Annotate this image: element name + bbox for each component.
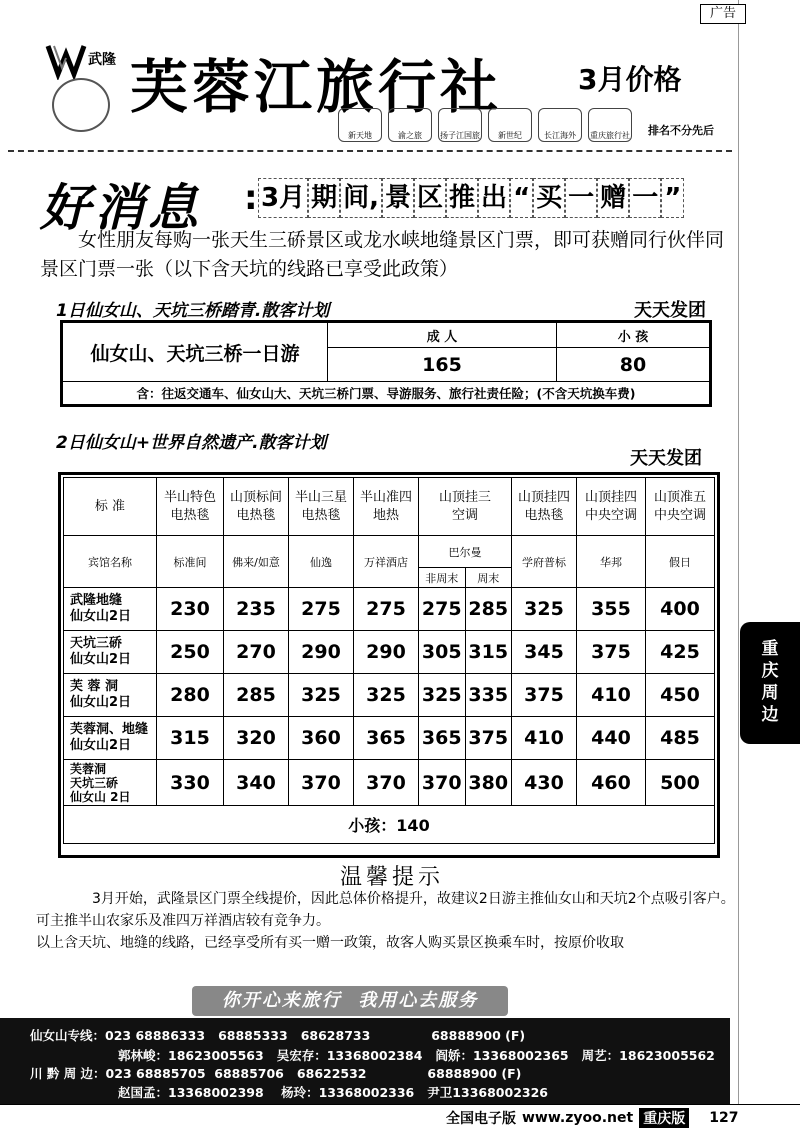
promo-char: 3月 [258, 178, 308, 218]
price-cell: 375 [465, 717, 512, 760]
price-cell: 370 [354, 760, 419, 806]
hotel-cell: 假日 [646, 536, 715, 588]
promo-char: 间, [340, 178, 382, 218]
price-cell: 285 [465, 588, 512, 631]
right-margin-line [738, 0, 739, 1104]
footer-label: 全国电子版 [446, 1111, 516, 1127]
route-name: 天坑三硚 仙女山2日 [64, 631, 157, 674]
world-heritage-seal-icon [52, 78, 110, 132]
promo-char: 一 [565, 178, 597, 218]
promo-char: 区 [414, 178, 446, 218]
std-col: 山顶挂四 电热毯 [512, 478, 577, 536]
std-col: 半山准四 地热 [354, 478, 419, 536]
agency-title: 芙蓉江旅行社 [130, 53, 503, 121]
section-tab-chongqing: 重 庆 周 边 [740, 622, 800, 744]
partner-logo: 重庆旅行社 [588, 108, 632, 142]
weekday-label: 非周末 [419, 568, 466, 588]
plan2-table [63, 477, 715, 844]
std-col: 山顶挂三 空调 [419, 478, 512, 536]
std-col: 山顶挂四 中央空调 [577, 478, 646, 536]
logo-text: 武隆 [88, 52, 116, 68]
promo-char: 一 [629, 178, 661, 218]
price-cell: 235 [224, 588, 289, 631]
std-label: 标 准 [64, 478, 157, 536]
route-name: 芙蓉洞 天坑三硚 仙女山 2日 [64, 760, 157, 806]
plan2-title: 2日仙女山+世界自然遗产.散客计划 [56, 433, 327, 453]
ad-tag: 广告 [700, 4, 746, 24]
plan1-table [60, 320, 712, 407]
promo-intro: 女性朋友每购一张天生三硚景区或龙水峡地缝景区门票，即可获赠同行伙伴同景区门票一张（以下含天坑的线路已享受此政策） [40, 229, 725, 280]
promo-char: 赠 [597, 178, 629, 218]
price-cell: 340 [224, 760, 289, 806]
price-cell: 425 [646, 631, 715, 674]
price-cell: 275 [289, 588, 354, 631]
table-row [64, 760, 715, 806]
contact-line: 仙女山专线：023 68886333 68885333 68628733 68888900 (F) [30, 1028, 526, 1043]
price-cell: 250 [157, 631, 224, 674]
price-cell: 320 [224, 717, 289, 760]
partner-logo: 新天地 [338, 108, 382, 142]
price-cell: 500 [646, 760, 715, 806]
hotel-cell: 华邦 [577, 536, 646, 588]
table-row [64, 631, 715, 674]
price-cell: 370 [419, 760, 466, 806]
good-news-headline: 好消息 [40, 179, 202, 237]
price-cell: 375 [512, 674, 577, 717]
price-cell: 380 [465, 760, 512, 806]
price-cell: 325 [512, 588, 577, 631]
route-name: 芙 蓉 洞 仙女山2日 [64, 674, 157, 717]
footer [446, 1108, 738, 1128]
partner-logos [338, 108, 632, 142]
plan1-group: 天天发团 [634, 300, 706, 321]
promo-banner [258, 178, 684, 218]
price-cell: 290 [354, 631, 419, 674]
price-cell: 325 [354, 674, 419, 717]
divider [8, 150, 732, 152]
page-number: 127 [709, 1110, 739, 1126]
price-cell: 345 [512, 631, 577, 674]
price-month: 3月价格 [578, 63, 682, 96]
price-cell: 230 [157, 588, 224, 631]
price-cell: 360 [289, 717, 354, 760]
std-col: 半山特色 电热毯 [157, 478, 224, 536]
price-cell: 365 [354, 717, 419, 760]
partner-logo: 新世纪 [488, 108, 532, 142]
price-cell: 460 [577, 760, 646, 806]
price-cell: 430 [512, 760, 577, 806]
weekend-label: 周末 [465, 568, 512, 588]
route-name: 武隆地缝 仙女山2日 [64, 588, 157, 631]
hotel-label: 宾馆名称 [64, 536, 157, 588]
promo-char: 期 [308, 178, 340, 218]
contact-line: 赵国孟：13368002398 杨玲：13368002336 尹卫13368002326 [118, 1085, 548, 1100]
table-row [64, 717, 715, 760]
price-cell: 335 [465, 674, 512, 717]
std-col: 半山三星 电热毯 [289, 478, 354, 536]
plan1-title: 1日仙女山、天坑三桥踏青.散客计划 [56, 301, 330, 321]
plan2-table-frame [58, 472, 720, 858]
promo-char: 景 [382, 178, 414, 218]
tips-title: 温馨提示 [340, 865, 445, 890]
price-cell: 370 [289, 760, 354, 806]
child-label: 小 孩 [557, 322, 711, 348]
footer-edition: 重庆版 [639, 1108, 689, 1128]
price-cell: 280 [157, 674, 224, 717]
promo-char: 买 [533, 178, 565, 218]
price-cell: 305 [419, 631, 466, 674]
tip-line: 以上含天坑、地缝的线路，已经享受所有买一赠一政策，故客人购买景区换乘车时，按原价收取 [36, 935, 624, 951]
tips-body [36, 888, 736, 954]
price-cell: 375 [577, 631, 646, 674]
hotel-cell: 万祥酒店 [354, 536, 419, 588]
price-cell: 355 [577, 588, 646, 631]
table-row [64, 674, 715, 717]
price-cell: 285 [224, 674, 289, 717]
hotel-cell: 学府普标 [512, 536, 577, 588]
price-cell: 440 [577, 717, 646, 760]
child-price-note: 小孩：140 [64, 806, 715, 844]
contact-block [0, 1018, 730, 1104]
promo-char: ” [661, 178, 684, 218]
price-cell: 275 [419, 588, 466, 631]
hotel-cell: 巴尔曼 [419, 536, 512, 568]
promo-colon: : [244, 178, 258, 218]
rank-note: 排名不分先后 [648, 124, 714, 137]
hotel-cell: 佛来/如意 [224, 536, 289, 588]
tip-line: 3月开始，武隆景区门票全线提价，因此总体价格提升，故建议2日游主推仙女山和天坑2个点吸引客户。可主推半山农家乐及准四万祥酒店较有竞争力。 [36, 891, 735, 929]
price-cell: 450 [646, 674, 715, 717]
adult-label: 成 人 [328, 322, 557, 348]
wulong-logo-icon [44, 40, 124, 80]
price-cell: 275 [354, 588, 419, 631]
price-cell: 325 [289, 674, 354, 717]
partner-logo: 渝之旅 [388, 108, 432, 142]
price-cell: 330 [157, 760, 224, 806]
promo-char: 出 [478, 178, 510, 218]
price-cell: 400 [646, 588, 715, 631]
partner-logo: 长江海外 [538, 108, 582, 142]
price-cell: 315 [465, 631, 512, 674]
contact-line: 川 黔 周 边：023 68885705 68885706 68622532 68888900 (F) [30, 1066, 522, 1081]
price-cell: 365 [419, 717, 466, 760]
footer-site-link[interactable]: www.zyoo.net [522, 1110, 634, 1126]
price-cell: 325 [419, 674, 466, 717]
price-cell: 270 [224, 631, 289, 674]
hotel-cell: 仙逸 [289, 536, 354, 588]
promo-char: 推 [446, 178, 478, 218]
plan1-name: 仙女山、天坑三桥一日游 [62, 322, 328, 382]
footer-rule [0, 1104, 800, 1105]
route-name: 芙蓉洞、地缝 仙女山2日 [64, 717, 157, 760]
promo-char: “ [510, 178, 533, 218]
slogan-banner: 你开心来旅行 我用心去服务 [192, 986, 508, 1016]
hotel-cell: 标准间 [157, 536, 224, 588]
std-col: 山顶准五 中央空调 [646, 478, 715, 536]
price-cell: 485 [646, 717, 715, 760]
contact-line: 郭林峻：18623005563 吴宏存：13368002384 阎娇：13368002365 周艺：18623005562 [118, 1048, 715, 1063]
price-cell: 315 [157, 717, 224, 760]
adult-price: 165 [328, 348, 557, 382]
child-price: 80 [557, 348, 711, 382]
price-cell: 410 [512, 717, 577, 760]
table-row [64, 588, 715, 631]
price-cell: 290 [289, 631, 354, 674]
std-col: 山顶标间 电热毯 [224, 478, 289, 536]
price-cell: 410 [577, 674, 646, 717]
partner-logo: 扬子江国旅 [438, 108, 482, 142]
plan2-group: 天天发团 [630, 448, 702, 469]
plan1-includes: 含：往返交通车、仙女山大、天坑三桥门票、导游服务、旅行社责任险；(不含天坑换车费) [62, 382, 711, 406]
